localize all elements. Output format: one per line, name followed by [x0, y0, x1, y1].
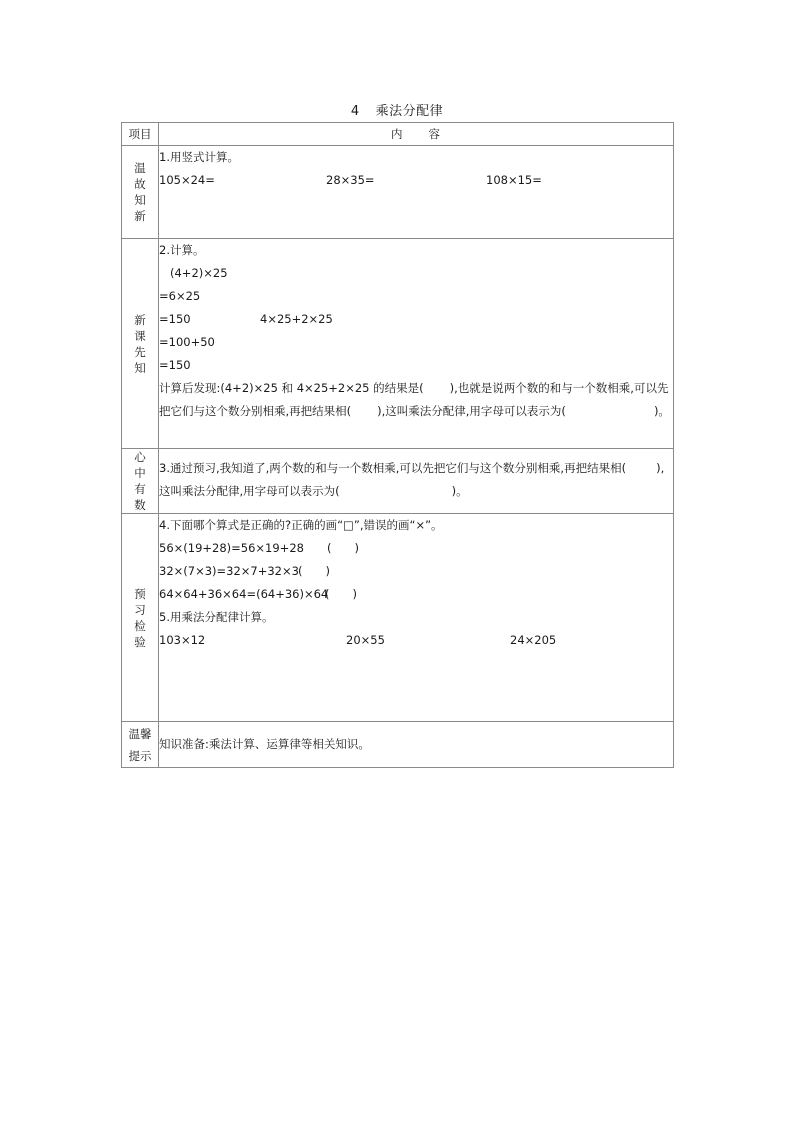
- question-2-paragraph: [159, 377, 673, 423]
- judge-item: [159, 537, 673, 560]
- header-item: 项目: [122, 123, 159, 146]
- question-1: 1.用竖式计算。: [159, 150, 239, 164]
- section-preview: [122, 239, 674, 449]
- tips-text: 知识准备:乘法计算、运算律等相关知识。: [159, 737, 370, 751]
- section-label-tips: 温馨提示: [128, 726, 152, 763]
- question-1-exprs: [159, 169, 673, 192]
- lesson-title: 乘法分配律: [375, 104, 444, 119]
- judge-item: [159, 583, 673, 606]
- question-5: 5.用乘法分配律计算。: [159, 610, 274, 624]
- expr: 24×205: [510, 633, 557, 647]
- section-label-preview: 新课先知: [134, 312, 146, 375]
- judge-blank[interactable]: ( ): [298, 564, 330, 578]
- section-label-check: 预习检验: [134, 586, 146, 649]
- calc-line: [159, 308, 673, 331]
- section-tips: [122, 722, 674, 768]
- judge-blank[interactable]: ( ): [325, 587, 357, 601]
- lesson-number: 4: [350, 104, 360, 119]
- paragraph-text: ),这叫乘法分配律,用字母可以表示为(: [377, 404, 566, 418]
- paragraph-text: ),也就是说两个数的和与一个数相乘,可以先把它们与这个数分别相乘,再把结果相(: [159, 381, 669, 418]
- expr: 28×35=: [326, 173, 375, 187]
- expr: 20×55: [346, 633, 385, 647]
- calc-line: =150: [159, 358, 191, 372]
- paragraph-text: )。: [653, 404, 670, 418]
- calc-line: =6×25: [159, 289, 201, 303]
- header-row: [122, 123, 674, 146]
- paragraph-text: 计算后发现:(4+2)×25 和 4×25+2×25 的结果是(: [159, 381, 424, 395]
- judge-expr: 64×64+36×64=(64+36)×64: [159, 587, 329, 601]
- section-mind: [122, 449, 674, 514]
- expr: 108×15=: [486, 173, 542, 187]
- judge-item: [159, 560, 673, 583]
- calc-line: =100+50: [159, 335, 215, 349]
- section-label-mind: 心中有数: [134, 450, 146, 512]
- question-4: 4.下面哪个算式是正确的?正确的画“□”,错误的画“×”。: [159, 518, 443, 532]
- section-check: [122, 514, 674, 722]
- page-title: [0, 100, 794, 119]
- question-3-paragraph: [159, 457, 673, 503]
- judge-expr: 32×(7×3)=32×7+32×3: [159, 564, 299, 578]
- section-label-review: 温故知新: [134, 161, 146, 223]
- expr: 105×24=: [159, 173, 215, 187]
- calc-line: (4+2)×25: [170, 266, 228, 280]
- paragraph-text: )。: [451, 484, 468, 498]
- paragraph-text: ),这叫乘法分配律,用字母可以表示为(: [159, 461, 665, 498]
- judge-expr: 56×(19+28)=56×19+28: [159, 541, 304, 555]
- worksheet-table: [121, 122, 674, 768]
- section-review: [122, 146, 674, 239]
- paragraph-text: 3.通过预习,我知道了,两个数的和与一个数相乘,可以先把它们与这个数分别相乘,再把结果相(: [159, 461, 627, 475]
- question-5-exprs: [159, 629, 673, 652]
- question-2: 2.计算。: [159, 243, 205, 257]
- judge-blank[interactable]: ( ): [327, 541, 359, 555]
- header-content: 内 容: [159, 123, 674, 146]
- calc-value: =150: [159, 312, 191, 326]
- calc-expr: 4×25+2×25: [260, 312, 333, 326]
- expr: 103×12: [159, 633, 206, 647]
